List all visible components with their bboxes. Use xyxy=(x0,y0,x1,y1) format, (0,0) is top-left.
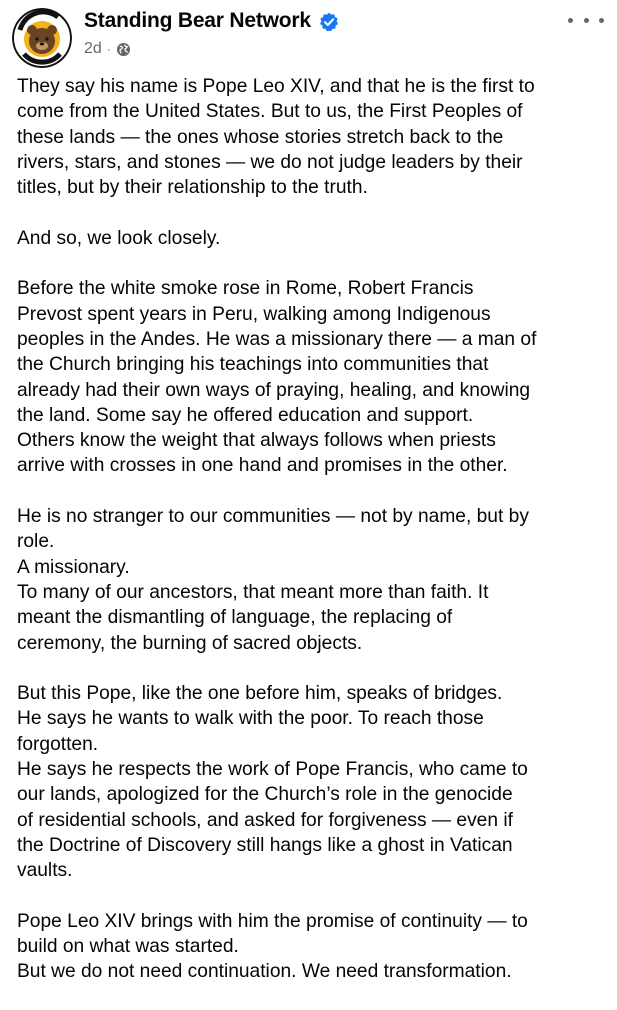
post-text-line: already had their own ways of praying, healing, and knowing xyxy=(17,379,531,401)
post-text-line: the Church bringing his teachings into communities that xyxy=(17,354,489,376)
post-text-line: arrive with crosses in one hand and promises in the other. xyxy=(17,455,508,477)
bear-logo-icon xyxy=(12,8,72,68)
more-options-button[interactable] xyxy=(568,12,604,28)
post-paragraph xyxy=(17,909,607,985)
post-text-line: come from the United States. But to us, the First Peoples of xyxy=(17,101,523,123)
post-text-line: these lands — the ones whose stories stretch back to the xyxy=(17,126,504,148)
post-text-line: Prevost spent years in Peru, walking among Indigenous xyxy=(17,303,491,325)
post-text-line: A missionary. xyxy=(17,556,130,578)
post-text-line: But we do not need continuation. We need transformation. xyxy=(17,961,512,983)
post-paragraph xyxy=(17,276,607,478)
post-paragraph xyxy=(17,681,607,883)
post-text-line: titles, but by their relationship to the truth. xyxy=(17,177,368,199)
post-text-line: of residential schools, and asked for forgiveness — even if xyxy=(17,809,513,831)
post-text-line: the land. Some say he offered education and support. xyxy=(17,404,474,426)
post-text-line: the Doctrine of Discovery still hangs like a ghost in Vatican xyxy=(17,834,513,856)
post-text-line: Before the white smoke rose in Rome, Robert Francis xyxy=(17,278,474,300)
post-text-line: forgotten. xyxy=(17,733,99,755)
post-text-line: peoples in the Andes. He was a missionary there — a man of xyxy=(17,328,537,350)
post-text-line: build on what was started. xyxy=(17,936,239,958)
more-options-icon xyxy=(568,18,573,23)
meta-separator: · xyxy=(106,42,111,56)
post-paragraph xyxy=(17,74,607,200)
post-text-line: He is no stranger to our communities — not by name, but by xyxy=(17,506,529,528)
post-text-line: our lands, apologized for the Church’s role in the genocide xyxy=(17,784,513,806)
post-body xyxy=(17,74,607,1010)
post-text-line: Pope Leo XIV brings with him the promise of continuity — to xyxy=(17,910,528,932)
post-text-line: He says he respects the work of Pope Francis, who came to xyxy=(17,759,528,781)
post-text-line: vaults. xyxy=(17,860,73,882)
post-text-line: He says he wants to walk with the poor. To reach those xyxy=(17,708,484,730)
post-text-line: meant the dismantling of language, the replacing of xyxy=(17,607,453,629)
post-text-line: role. xyxy=(17,531,55,553)
post-text-line: ceremony, the burning of sacred objects. xyxy=(17,632,363,654)
verified-badge-icon xyxy=(319,12,339,32)
post-text-line: And so, we look closely. xyxy=(17,227,221,249)
post-text-line: They say his name is Pope Leo XIV, and that he is the first to xyxy=(17,76,535,97)
post-meta xyxy=(84,40,131,58)
post-text-line: But this Pope, like the one before him, speaks of bridges. xyxy=(17,683,503,705)
globe-icon[interactable] xyxy=(116,42,131,57)
post-text-line: Others know the weight that always follows when priests xyxy=(17,430,496,452)
post-timestamp[interactable]: 2d xyxy=(84,40,102,57)
post-paragraph xyxy=(17,226,607,251)
page-avatar[interactable] xyxy=(12,8,72,68)
post-header xyxy=(0,0,617,66)
post-text-line: To many of our ancestors, that meant more than faith. It xyxy=(17,581,489,603)
post-paragraph xyxy=(17,504,607,656)
post-text-line: rivers, stars, and stones — we do not judge leaders by their xyxy=(17,151,523,173)
page-name[interactable]: Standing Bear Network xyxy=(84,9,311,32)
